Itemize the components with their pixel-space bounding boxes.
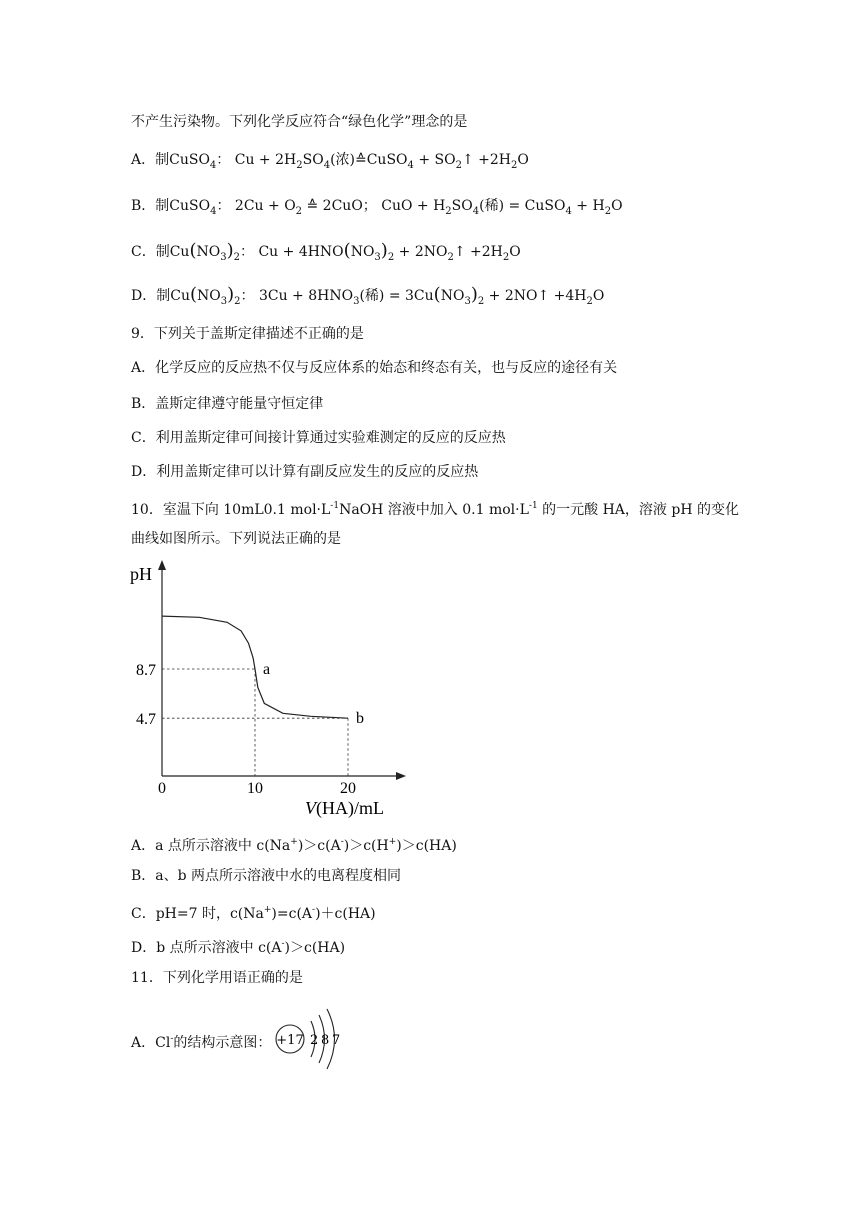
q8-option-b: B．制CuSO$_4$： $2Cu + O_2$ ≙ 2CuO； CuO + $H_2SO_4$(稀) = CuSO$_4$ + $H_2O$ [131, 198, 623, 217]
point-label: a [263, 660, 271, 678]
x-tick-label: 10 [247, 780, 263, 797]
point-label: b [356, 710, 364, 728]
y-axis-arrow [158, 560, 166, 570]
q10-stem-line2: 曲线如图所示。下列说法正确的是 [131, 531, 341, 547]
q9-option-d: D．利用盖斯定律可以计算有副反应发生的反应的反应热 [131, 464, 479, 480]
q10-option-b: B．a、b 两点所示溶液中水的电离程度相同 [131, 868, 402, 884]
q11-stem: 11．下列化学用语正确的是 [131, 970, 303, 986]
q9-option-a: A．化学反应的反应热不仅与反应体系的始态和终态有关，也与反应的途径有关 [131, 360, 618, 376]
chart-guide-lines [162, 669, 348, 776]
y-axis-label: pH [130, 564, 152, 584]
q10-option-a: A．a 点所示溶液中 c(Na+)＞c(A-)＞c(H+)＞c(HA) [131, 837, 457, 854]
chart-labels [130, 564, 384, 819]
q10-option-d: D．b 点所示溶液中 c(A-)＞c(HA) [131, 939, 346, 956]
x-tick-label: 20 [340, 780, 356, 797]
shell-electron-count: 8 [321, 1033, 330, 1048]
chlorine-ion-structure-diagram [272, 1000, 352, 1080]
intro-text: 不产生污染物。下列化学反应符合“绿色化学”理念的是 [131, 114, 468, 130]
q11-option-a: A．Cl-的结构示意图： [131, 1034, 272, 1051]
shell-electron-count: 7 [332, 1033, 341, 1048]
y-tick-label: 8.7 [136, 661, 156, 679]
x-axis-arrow [396, 772, 406, 780]
q8-option-c: C．制$Cu(NO_3)_2$： $Cu + 4HNO(NO_3)_2$ + $2NO_2↑ +2H_2O$ [131, 240, 521, 263]
y-tick-label: 4.7 [136, 711, 156, 729]
q9-stem: 9．下列关于盖斯定律描述不正确的是 [131, 326, 364, 342]
q9-option-c: C．利用盖斯定律可间接计算通过实验难测定的反应的反应热 [131, 430, 506, 446]
x-axis-label: V(HA)/mL [305, 798, 384, 818]
q9-option-b: B．盖斯定律遵守能量守恒定律 [131, 396, 324, 412]
nucleus-charge: +17 [276, 1033, 304, 1048]
q8-option-d: D．制$Cu(NO_3)_2$： $3Cu + 8HNO_3$(稀) = $3Cu(NO_3)_2$ + 2NO↑ $+4H_2O$ [131, 284, 605, 307]
x-tick-label: 0 [158, 780, 166, 797]
q10-stem-line1: 10．室温下向 10mL0.1 $mol\cdot L^{-1}NaOH$ 溶液中加入 0.1 $mol\cdot L^{-1}$ 的一元酸 HA，溶液 pH 的变化 [131, 501, 739, 518]
shell-electron-count: 2 [310, 1033, 319, 1048]
q10-option-c: C．pH=7 时，c(Na+)=c(A-)＋c(HA) [131, 905, 376, 922]
ph-titration-chart [126, 556, 416, 824]
q8-option-a: A．制CuSO$_4$： $Cu + 2H_2SO_4$(浓)≙CuSO$_4$ + $SO_2↑ +2H_2O$ [131, 152, 529, 171]
chart-axes [158, 560, 406, 780]
ph-curve [162, 616, 348, 718]
